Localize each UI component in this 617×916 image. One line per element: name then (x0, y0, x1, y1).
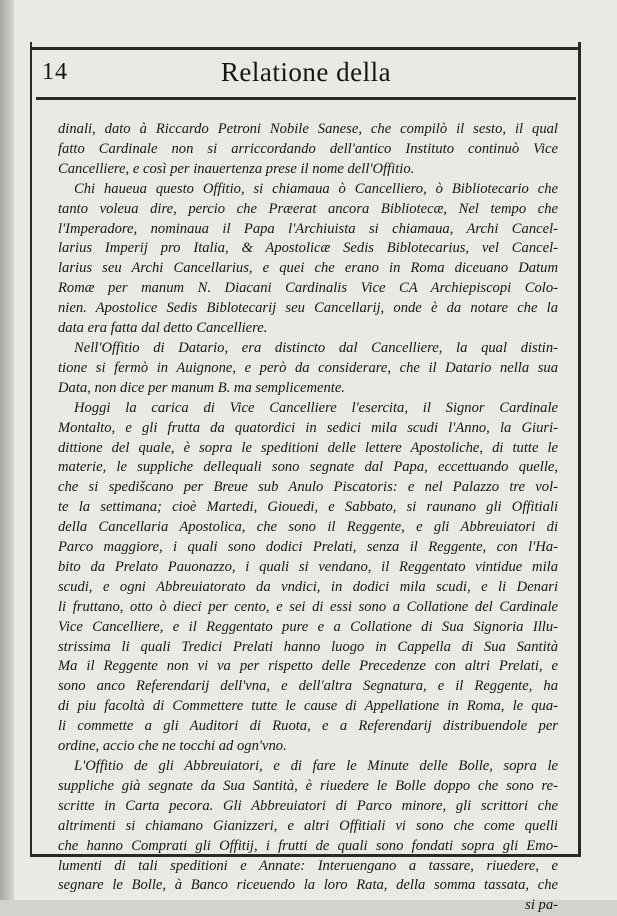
text-line: altrimenti si chiamano Gianizzeri, e altri Offitiali vi sono che come quelli (58, 817, 558, 834)
text-line: dittione del quale, è sopra le speditioni delle lettere Apostoliche, di tutte le (58, 439, 558, 456)
text-line: ordine, accio che ne tocchi ad ogn'vno. (58, 738, 287, 755)
text-line: Parco maggiore, i quali sono dodici Prelati, senza il Reggente, con l'Ha- (58, 539, 558, 556)
text-line: materie, le suppliche dellequali sono segnate dal Papa, eccettuando quelle, (58, 459, 558, 476)
text-line: Vice Cancelliere, e il Reggentato pure e a Collatione di Sua Signoria Illu- (58, 618, 558, 635)
text-line: Hoggi la carica di Vice Cancelliere l'esercita, il Signor Cardinale (74, 399, 558, 416)
text-line: segnare le Bolle, à Banco riceuendo la loro Rata, della somma tassata, che (58, 877, 558, 894)
text-line: Cancelliere, e così per inauertenza prese il nome dell'Offitio. (58, 160, 415, 177)
text-line: Nell'Offitio di Datario, era distincto dal Cancelliere, la qual distin- (74, 339, 558, 356)
running-head: Relatione della (220, 57, 392, 87)
text-line: te la settimana; cioè Martedi, Giouedi, e Sabbato, si raunano gli Offitiali (58, 499, 558, 516)
text-line: nien. Apostolice Sedis Biblotecarij seu Cancellarij, onde è da notare che la (58, 300, 558, 317)
text-line: Data, non dice per manum B. ma semplicemente. (58, 379, 345, 396)
text-line: Montalto, e gli frutta da quatordici in sedici mila scudi l'Anno, la Giuri- (58, 419, 558, 436)
text-line: li fruttano, otto ò dieci per cento, e sei di essi sono a Collatione del Cardinale (58, 598, 558, 615)
text-line: l'Imperadore, nominaua il Papa l'Archiuista si chiamaua, Archi Cancel- (58, 220, 558, 237)
book-gutter (0, 0, 14, 900)
body-text (58, 120, 558, 916)
text-line: larius seu Archi Cancellarius, e quei che erano in Roma diceuano Datum (58, 260, 558, 277)
text-line: Romæ per manum N. Diacani Cardinalis Vice CA Archiepiscopi Colo- (58, 280, 558, 297)
text-line: fatto Cardinale non si arriccordando dell'antico Instituto continuò Vice (58, 140, 558, 157)
page-number: 14 (42, 59, 68, 85)
text-line: data era fatta dal detto Cancelliere. (58, 320, 268, 337)
text-line: larius Imperij pro Italia, & Apostolicæ Sedis Biblotecarius, vel Cancel- (58, 240, 558, 257)
text-line: li commette a gli Auditori di Ruota, e a Referendarij distribuendole per (58, 718, 558, 735)
text-line: Chi haueua questo Offitio, si chiamaua ò Cancelliero, ò Bibliotecario che (74, 180, 558, 197)
text-line: dinali, dato à Riccardo Petroni Nobile Sanese, che compilò il sesto, il qual (58, 121, 558, 137)
text-line: tione si fermò in Auignone, e però da considerare, che il Datario nella sua (58, 359, 558, 376)
text-line: lumenti di tali speditioni e Annate: Interuengano a tassare, riuedere, e (58, 857, 558, 874)
text-line: sono anco Referendarij dell'vna, e dell'altra Segnatura, e il Reggente, ha (58, 678, 558, 695)
page-header (36, 57, 576, 100)
catchword: si pa- (525, 897, 558, 914)
text-line: scritte in Carta pecora. Gli Abbreuiatori di Parco minore, gli scrittori che (58, 797, 558, 814)
text-line: che hanno Comprati gli Offitij, i frutti de quali sono fondati sopra gli Emo- (58, 837, 558, 854)
text-line: scudi, e ogni Abbreuiatorato da vndici, in dodici mila scudi, e li Denari (58, 578, 558, 595)
text-line: della Cancellaria Apostolica, che sono il Reggente, e gli Abbreuiatori di (58, 519, 558, 536)
text-line: suppliche già segnate da Sua Santità, è riuedere le Bolle doppo che sono re- (58, 777, 558, 794)
text-line: L'Offitio de gli Abbreuiatori, e di fare le Minute delle Bolle, sopra le (74, 758, 558, 774)
text-line: di piu facoltà di Commettere tutte le cause di Appellatione in Roma, le qua- (58, 698, 558, 715)
text-line: strissima li quali Tredici Prelati hanno luogo in Cappella di Sua Santità (58, 638, 558, 655)
text-line: bito da Prelato Pauonazzo, i quali si vendano, il Reggentato vintidue mila (58, 558, 558, 575)
text-line: Ma il Reggente non vi va per rispetto delle Precedenze con altri Prelati, e (58, 658, 558, 675)
text-line: che si spedišcano per Breue sub Anulo Piscatoris: e nel Palazzo tre vol- (58, 479, 558, 496)
text-line: tanto voleua dire, percio che Præerat ancora Bibliotecæ, Nel tempo che (58, 200, 558, 217)
